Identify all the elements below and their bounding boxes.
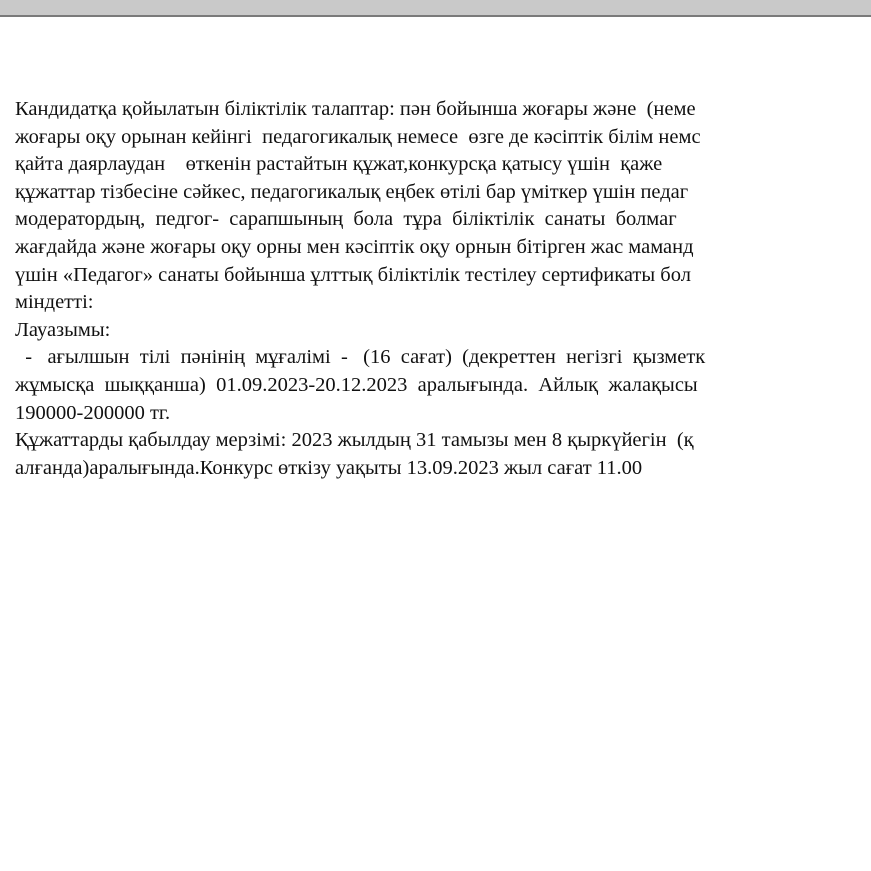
section-label-position: Лауазымы:: [15, 318, 111, 341]
text-line: міндетті:: [15, 291, 94, 314]
text-line: жұмысқа шыққанша) 01.09.2023-20.12.2023 аралығында. Айлық жалақысы: [15, 373, 698, 396]
text-line: құжаттар тізбесіне сәйкес, педагогикалық еңбек өтілі бар үміткер үшін педаг: [15, 180, 689, 203]
text-line: модератордың, педгог- сарапшының бола тұра біліктілік санаты болмаг: [15, 208, 677, 231]
text-line: қайта даярлаудан өткенін растайтын құжат,конкурсқа қатысу үшін қаже: [15, 153, 663, 176]
text-line: Құжаттарды қабылдау мерзімі: 2023 жылдың 31 тамызы мен 8 қыркүйегін (қ: [15, 429, 694, 452]
text-line: үшін «Педагог» санаты бойынша ұлттық біліктілік тестілеу сертификаты бол: [15, 263, 691, 286]
text-line: жағдайда және жоғары оқу орны мен кәсіптік оқу орнын бітірген жас маманд: [15, 235, 694, 258]
salary-line: 190000-200000 тг.: [15, 401, 171, 424]
viewer-top-bar: [0, 0, 871, 17]
text-line: жоғары оқу орынан кейінгі педагогикалық немесе өзге де кәсіптік білім немс: [15, 125, 701, 148]
text-line: - ағылшын тілі пәнінің мұғалімі - (16 сағат) (декреттен негізгі қызметк: [15, 346, 706, 369]
text-line: алғанда)аралығында.Конкурс өткізу уақыты 13.09.2023 жыл сағат 11.00: [15, 456, 643, 479]
document-body: [15, 96, 871, 482]
text-line: Кандидатқа қойылатын біліктілік талаптар: пән бойынша жоғары және (неме: [15, 98, 696, 120]
